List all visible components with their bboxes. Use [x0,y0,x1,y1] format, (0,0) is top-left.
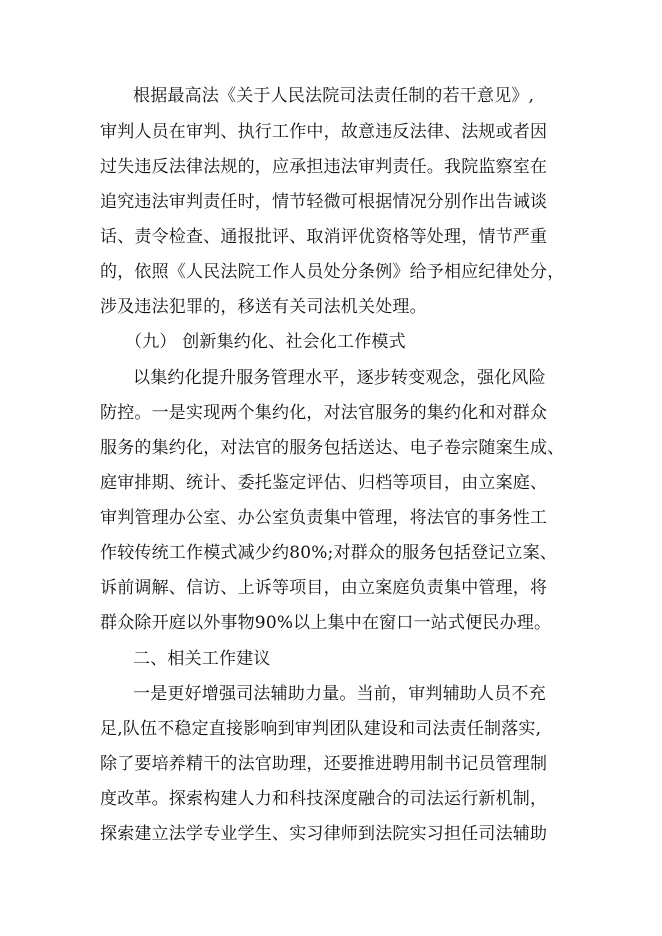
paragraph-line: 根据最高法《关于人民法院司法责任制的若干意见》, [133,86,535,106]
paragraph-line: 度改革。探索构建人力和科技深度融合的司法运行新机制， [100,789,548,809]
paragraph-line: 审判管理办公室、办公室负责集中管理，将法官的事务性工 [100,508,548,528]
paragraph-line: 审判人员在审判、执行工作中，故意违反法律、法规或者因 [100,122,548,142]
paragraph-line: 一是更好增强司法辅助力量。当前，审判辅助人员不充 [133,684,546,704]
paragraph-line: 群众除开庭以外事物90%以上集中在窗口一站式便民办理。 [100,613,552,633]
paragraph-line: 以集约化提升服务管理水平，逐步转变观念，强化风险 [133,368,546,388]
paragraph-line: 的，依照《人民法院工作人员处分条例》给予相应纪律处分， [100,262,565,282]
paragraph-line: 话、责令检查、通报批评、取消评优资格等处理，情节严重 [100,227,548,247]
paragraph-line: 除了要培养精干的法官助理，还要推进聘用制书记员管理制 [100,754,548,774]
paragraph-line: 服务的集约化，对法官的服务包括送达、电子卷宗随案生成、 [100,438,565,458]
section-heading: 二、相关工作建议 [133,649,271,669]
paragraph-line: 追究违法审判责任时，情节轻微可根据情况分别作出告诫谈 [100,192,548,212]
paragraph-line: 作较传统工作模式减少约80%;对群众的服务包括登记立案、 [100,543,558,563]
paragraph-line: 过失违反法律法规的，应承担违法审判责任。我院监察室在 [100,157,548,177]
paragraph-line: 涉及违法犯罪的，移送有关司法机关处理。 [100,297,427,317]
paragraph-line: 庭审排期、统计、委托鉴定评估、归档等项目，由立案庭、 [100,473,548,493]
section-heading: （九） 创新集约化、社会化工作模式 [125,332,406,352]
paragraph-line: 足,队伍不稳定直接影响到审判团队建设和司法责任制落实, [100,719,542,739]
paragraph-line: 防控。一是实现两个集约化，对法官服务的集约化和对群众 [100,403,548,423]
paragraph-line: 诉前调解、信访、上诉等项目，由立案庭负责集中管理，将 [100,578,548,598]
paragraph-line: 探索建立法学专业学生、实习律师到法院实习担任司法辅助 [100,824,548,844]
